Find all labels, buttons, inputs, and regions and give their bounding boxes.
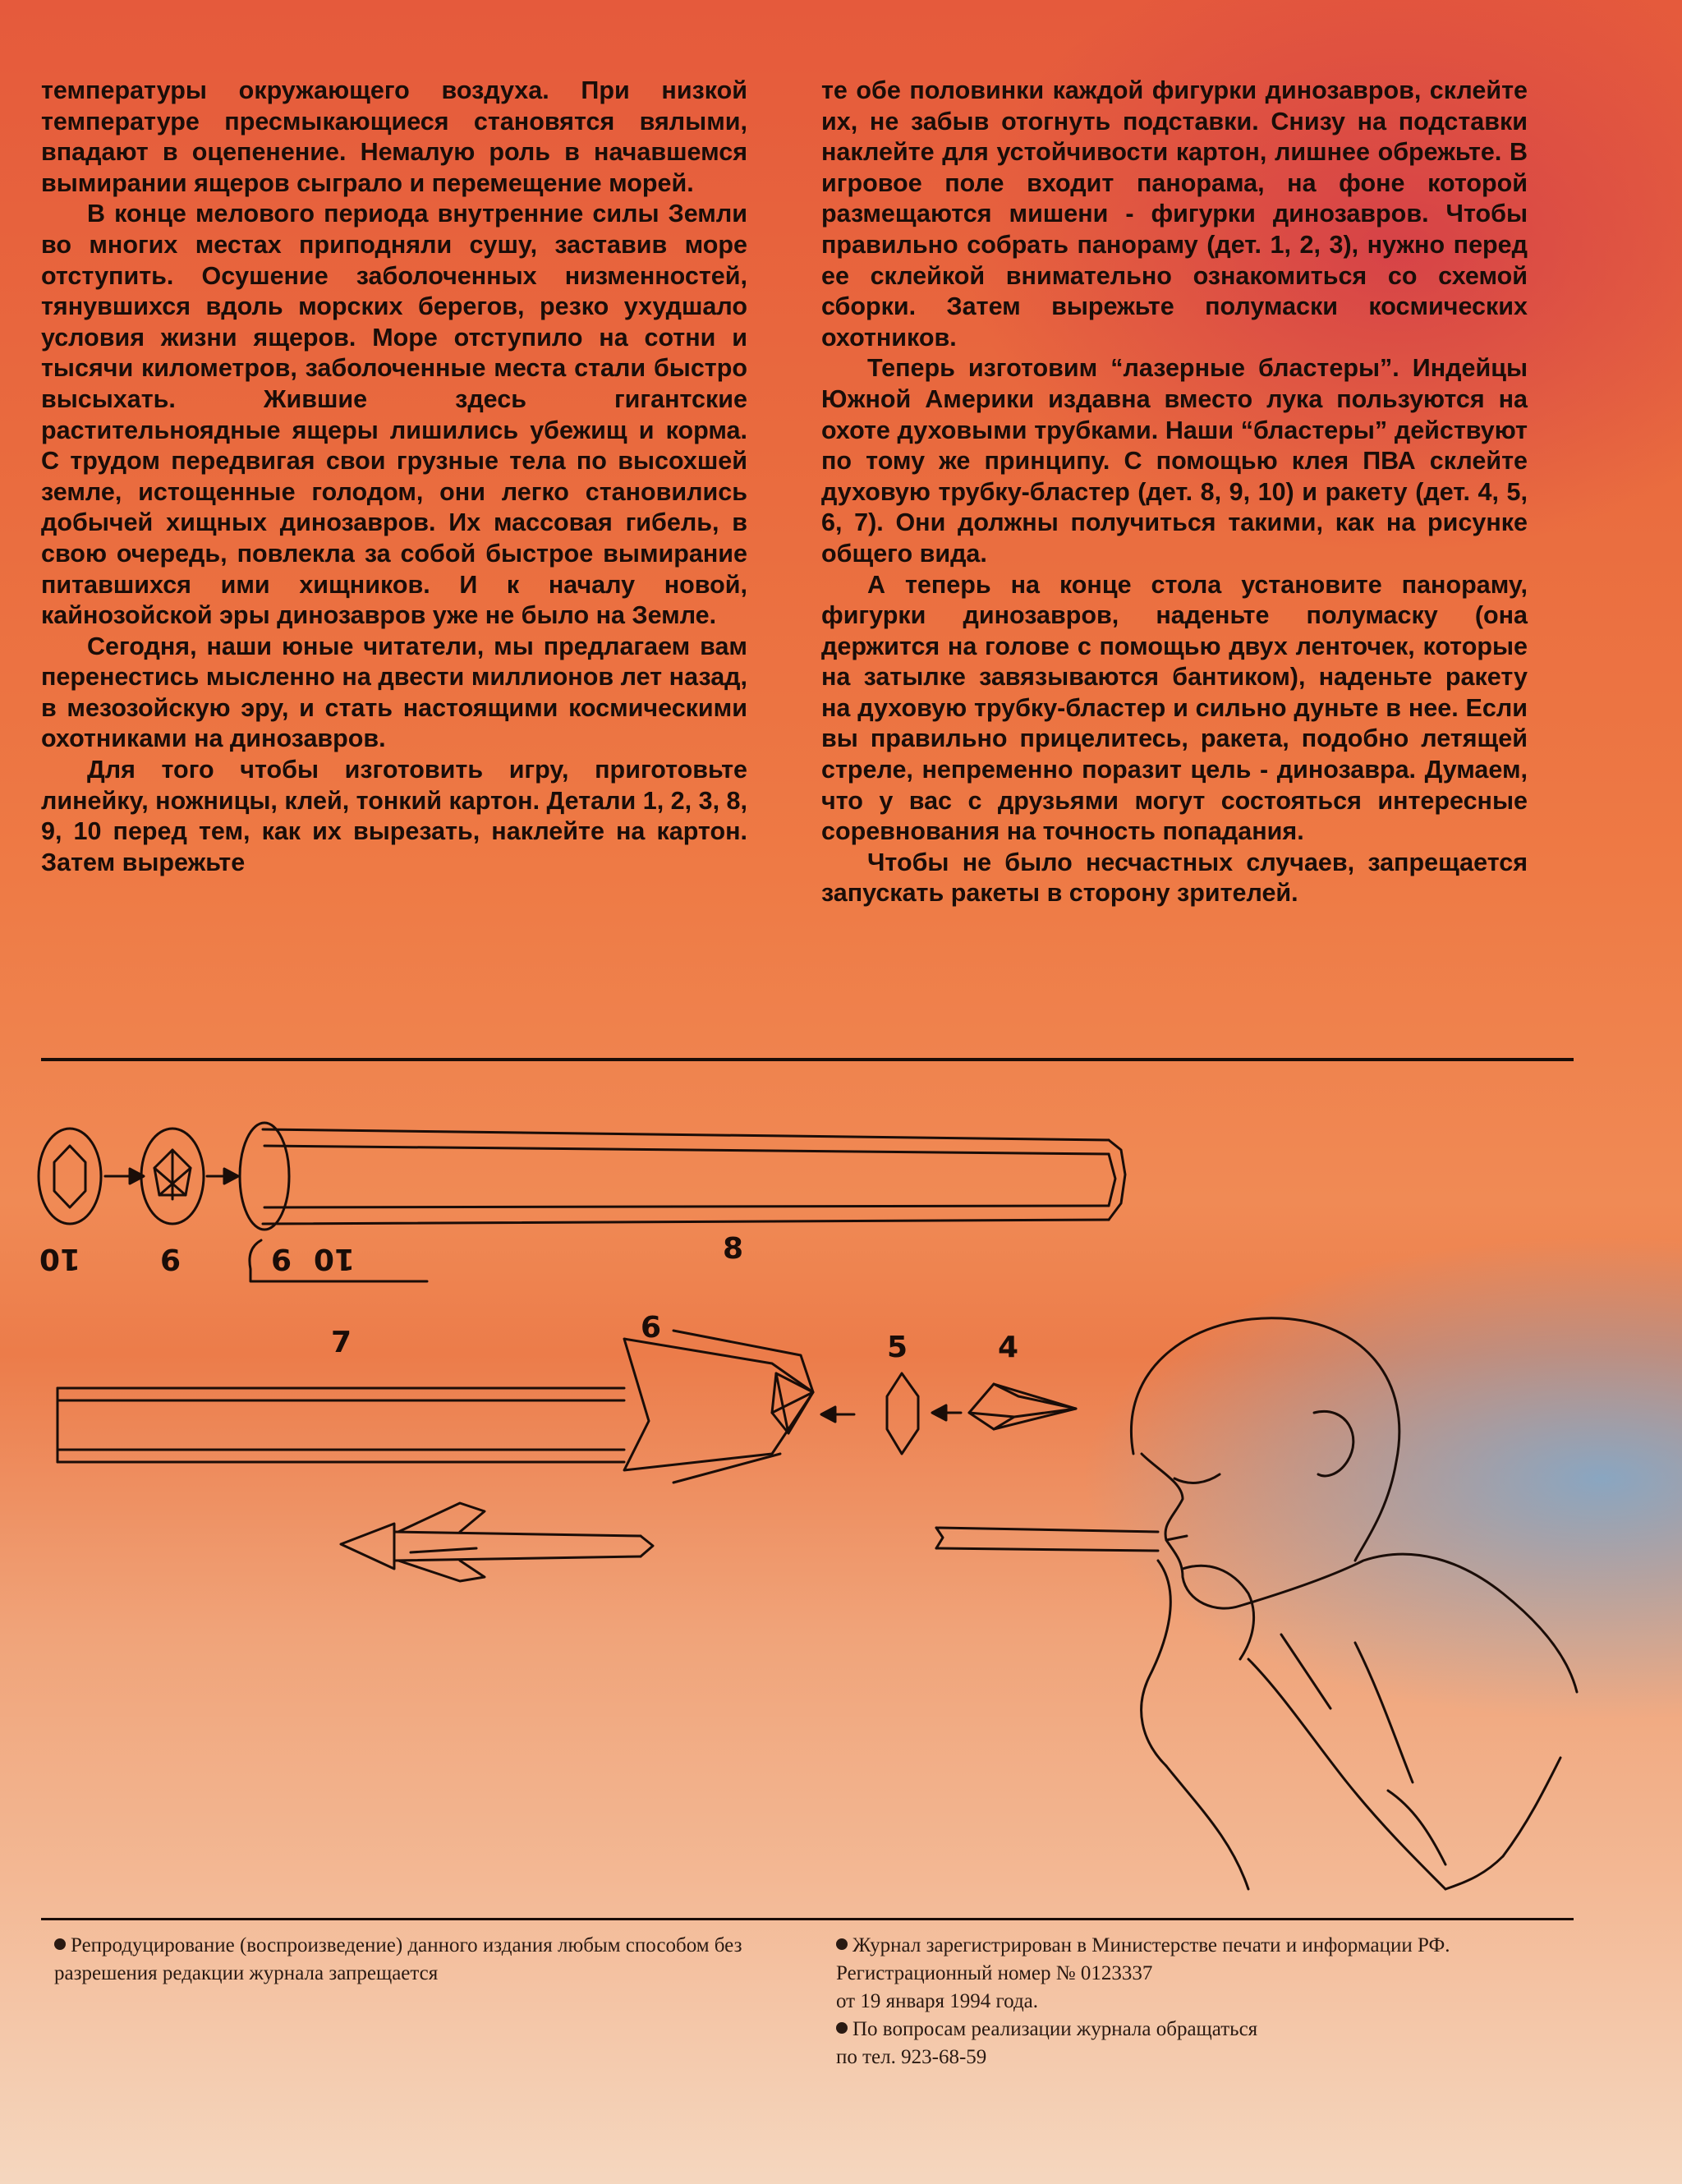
arrow-icon <box>821 1407 854 1422</box>
label-part-6: 6 <box>641 1311 662 1345</box>
part-7-tube <box>57 1388 624 1462</box>
article-column-right <box>821 76 1528 909</box>
arrow-icon <box>207 1169 238 1184</box>
footer-text: По вопросам реализации журнала обращаться <box>852 2018 1258 2040</box>
paragraph: те обе половинки каждой фигурки динозавров, склейте их, не забыв отогнуть подставки. Снизу на подставки наклейте для устойчивости картон, лишнее обрежьте. В игровое поле входит панорама, на фоне которой размещаются мишени - фигурки динозавров. Чтобы правильно собрать панораму (дет. 1, 2, 3), нужно перед ее склейкой внимательно ознакомиться со схемой сборки. Затем вырежьте полумаски космических охотников. <box>821 76 1528 352</box>
paragraph: А теперь на конце стола установите панораму, фигурки динозавров, наденьте полумаску (она держится на голове с помощью двух ленточек, которые на затылке завязываются бантиком), наденьте ракету на духовую трубку-бластер и сильно дуньте в нее. Если вы правильно прицелитесь, ракета, подобно летящей стреле, непременно поразит цель - динозавра. Думаем, что у вас с друзьями могут состояться интересные соревнования на точность попадания. <box>821 570 1528 846</box>
boy-blowing-illustration <box>1131 1318 1577 1889</box>
bullet-icon <box>836 1938 848 1950</box>
label-part-4: 4 <box>998 1331 1019 1364</box>
footer-text: от 19 января 1994 года. <box>836 1990 1039 2012</box>
label-part-7: 7 <box>331 1326 352 1359</box>
label-part-9: 9 <box>159 1242 181 1276</box>
label-part-5: 5 <box>887 1331 908 1364</box>
part-4-nose <box>969 1384 1076 1429</box>
divider <box>41 1058 1574 1061</box>
footer-registration <box>836 1932 1493 2071</box>
paragraph: температуры окружающего воздуха. При низкой температуре пресмыкающиеся становятся вялыми, впадают в оцепенение. Немалую роль в начавшемся вымирании ящеров сыграло и перемещение морей. <box>41 76 747 197</box>
footer-copyright <box>54 1932 761 1988</box>
paragraph: Чтобы не было несчастных случаев, запрещается запускать ракеты в сторону зрителей. <box>821 848 1528 908</box>
assembled-rocket <box>341 1503 653 1581</box>
part-8-tube <box>240 1123 1125 1230</box>
article-column-left <box>41 76 747 878</box>
blaster-tube <box>936 1528 1158 1551</box>
part-6-fins <box>624 1331 813 1483</box>
paragraph: Сегодня, наши юные читатели, мы предлагаем вам перенестись мысленно на двести миллионов лет назад, в мезозойскую эру, и стать настоящими космическими охотниками на динозавров. <box>41 632 747 753</box>
label-part-8: 8 <box>723 1232 744 1266</box>
label-part-9-flipped: 9 <box>270 1242 292 1276</box>
footer-text: Репродуцирование (воспроизведение) данного издания любым способом без разрешения редакции журнала запрещается <box>54 1934 742 1984</box>
assembly-illustration <box>0 1068 1682 1914</box>
footer-text: по тел. 923-68-59 <box>836 2046 987 2068</box>
footer-divider <box>41 1918 1574 1920</box>
arrow-icon <box>105 1169 144 1184</box>
bullet-icon <box>54 1938 66 1950</box>
paragraph: Теперь изготовим “лазерные бластеры”. Индейцы Южной Америки издавна вместо лука пользуются на охоте духовыми трубками. Наши “бластеры” действуют по тому же принципу. С помощью клея ПВА склейте духовую трубку-бластер (дет. 8, 9, 10) и ракету (дет. 4, 5, 6, 7). Они должны получиться такими, как на рисунке общего вида. <box>821 354 1528 568</box>
paragraph: Для того чтобы изготовить игру, приготовьте линейку, ножницы, клей, тонкий картон. Детали 1, 2, 3, 8, 9, 10 перед тем, как их вырезать, наклейте на картон. Затем вырежьте <box>41 756 747 876</box>
part-9-disc <box>141 1129 204 1224</box>
part-10-disc <box>39 1129 101 1224</box>
label-part-10-flipped: 10 <box>313 1242 355 1276</box>
paragraph: В конце мелового периода внутренние силы Земли во многих местах приподняли сушу, заставив море отступить. Осушение заболоченных низменностей, тянувшихся вдоль морских берегов, резко ухудшало условия жизни ящеров. Море отступило на сотни и тысячи километров, заболоченные места стали быстро высыхать. Жившие здесь гигантские растительноядные ящеры лишились убежищ и корма. С трудом передвигая свои грузные тела по высохшей земле, истощенные голодом, они легко становились добычей хищных динозавров. Их массовая гибель, в свою очередь, повлекла за собой быстрое вымирание питавшихся ими хищников. И к началу новой, кайнозойской эры динозавров уже не было на Земле. <box>41 200 747 630</box>
diagram-labels <box>39 1232 1018 1364</box>
footer-text: Журнал зарегистрирован в Министерстве печати и информации РФ. Регистрационный номер № 0123337 <box>836 1934 1450 1984</box>
label-part-10: 10 <box>39 1242 80 1276</box>
arrow-icon <box>932 1405 961 1420</box>
bullet-icon <box>836 2022 848 2034</box>
part-5-hexagon <box>887 1373 918 1454</box>
